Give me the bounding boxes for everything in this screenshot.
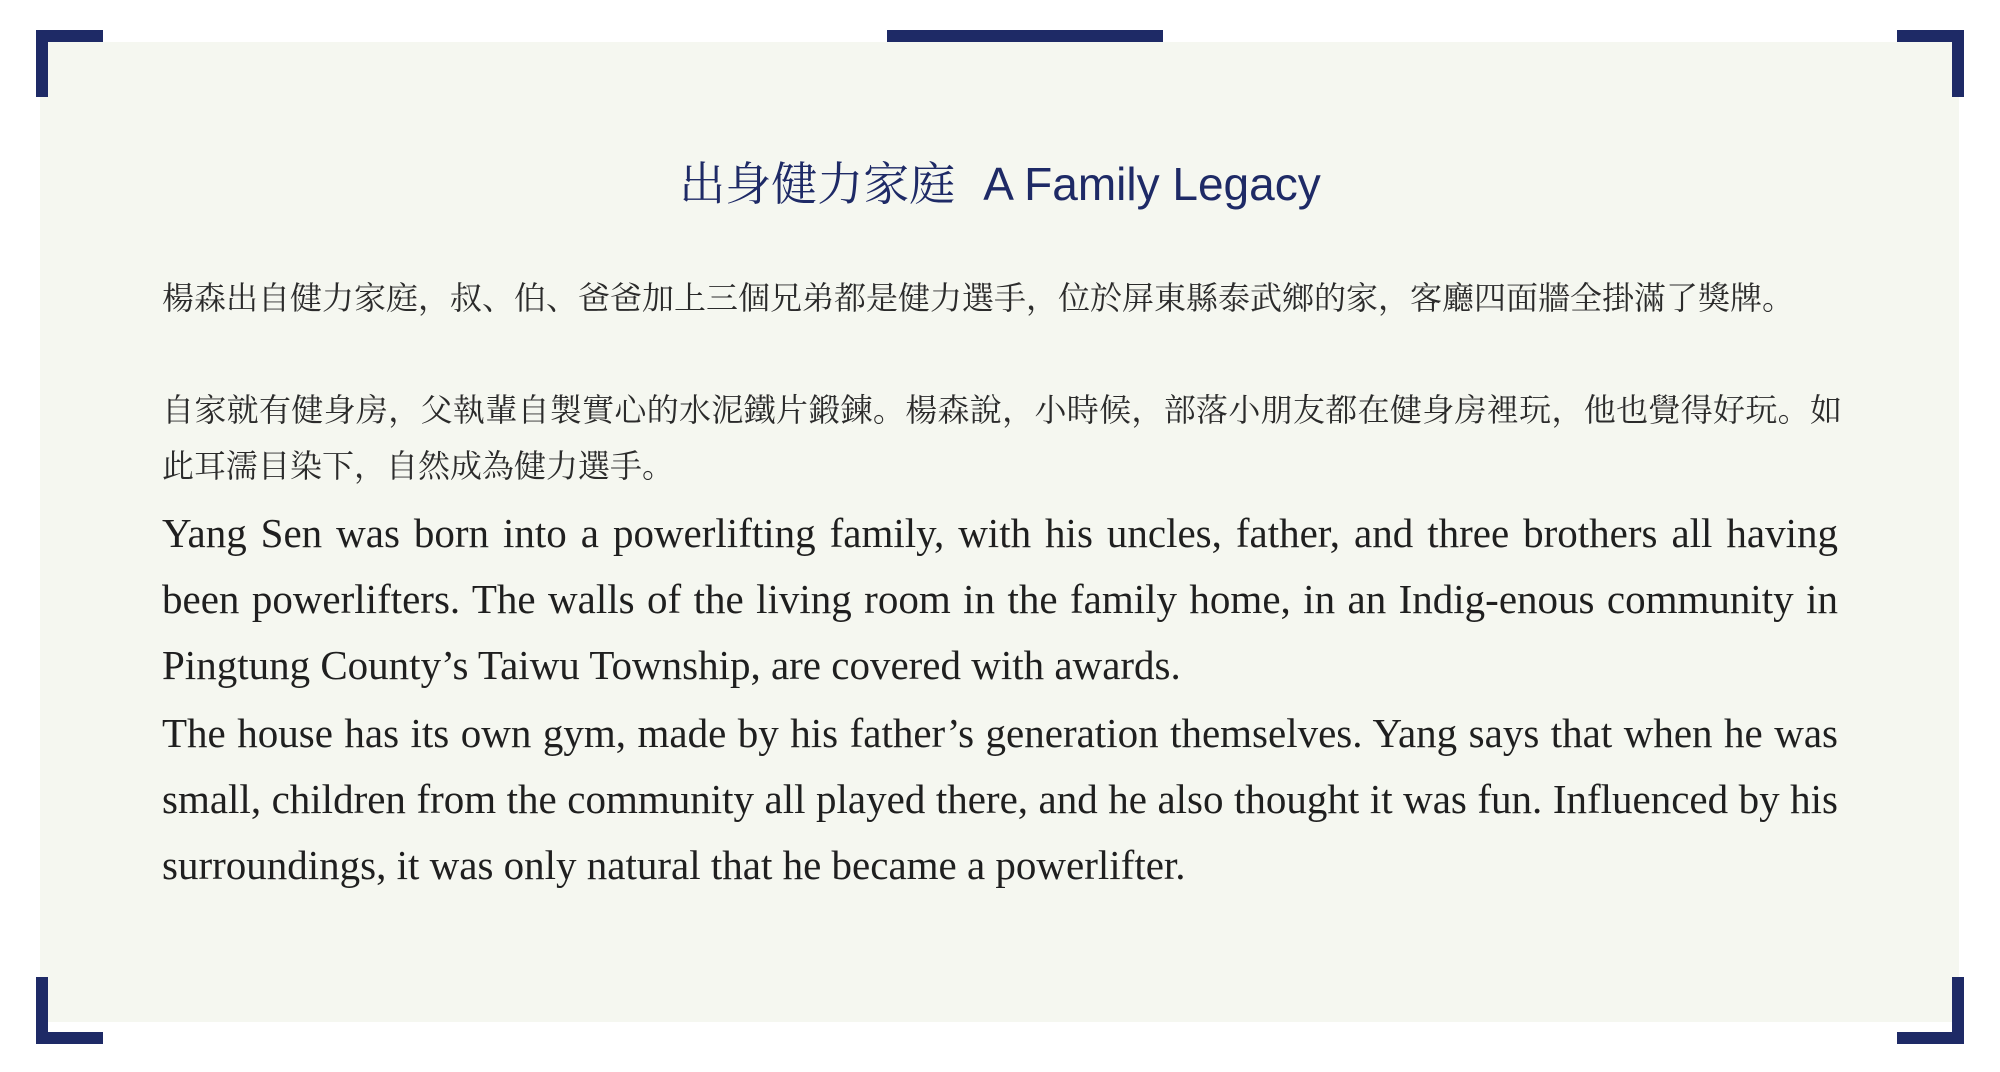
corner-bracket-top-right [1897, 30, 1964, 97]
chinese-paragraph-2: 自家就有健身房，父執輩自製實心的水泥鐵片鍛鍊。楊森說，小時候，部落小朋友都在健身房裡玩，他也覺得好玩。如此耳濡目染下，自然成為健力選手。 [162, 391, 1842, 485]
chinese-paragraph-1: 楊森出自健力家庭，叔、伯、爸爸加上三個兄弟都是健力選手，位於屏東縣泰武鄉的家，客廳四面牆全掛滿了獎牌。 [162, 279, 1795, 317]
title-chinese: 出身健力家庭 [679, 157, 956, 211]
page-title [0, 148, 2000, 214]
top-accent-bar [887, 30, 1163, 42]
english-paragraph-2: The house has its own gym, made by his father’s generation themselves. Yang says that when he was small, children from the community all played there, and he also thought it was fun. Influenced by his surroundings, it was only natural that he became a powerlifter. [162, 710, 1838, 888]
title-english: A Family Legacy [983, 158, 1321, 210]
english-paragraph-1: Yang Sen was born into a powerlifting family, with his uncles, father, and three brothers all having been powerlifters. The walls of the living room in the family home, in an Indig-enous community in Pingtung County’s Taiwu Township, are covered with awards. [162, 510, 1838, 688]
corner-bracket-bottom-left [36, 977, 103, 1044]
corner-bracket-top-left [36, 30, 103, 97]
corner-bracket-bottom-right [1897, 977, 1964, 1044]
